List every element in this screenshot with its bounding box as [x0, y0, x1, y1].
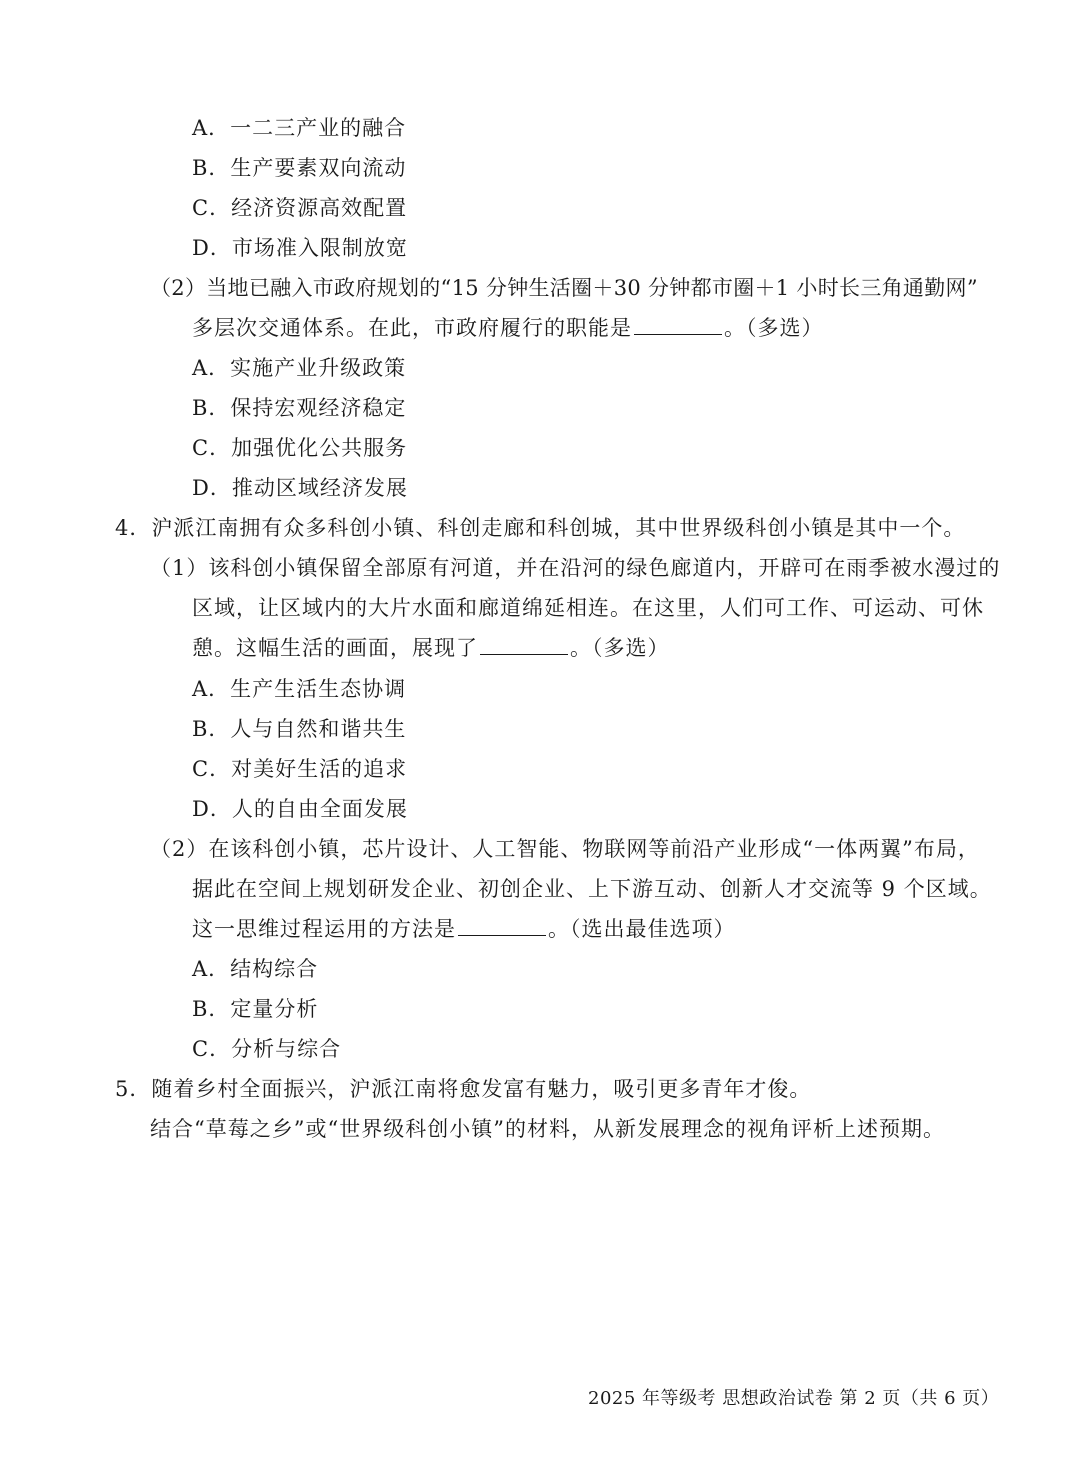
q4-1-option-c: C．对美好生活的追求	[192, 757, 408, 781]
q3-2-option-c: C．加强优化公共服务	[192, 436, 408, 460]
q4-2-option-a: A．结构综合	[192, 957, 319, 981]
q3-2-option-b: B．保持宏观经济稳定	[192, 396, 407, 420]
q4-1-stem-text: 憩。这幅生活的画面，展现了	[192, 636, 478, 660]
q5-stem: 5．随着乡村全面振兴，沪派江南将愈发富有魅力，吸引更多青年才俊。	[115, 1077, 812, 1101]
q4-2-stem-text: 这一思维过程运用的方法是	[192, 917, 456, 941]
answer-blank	[634, 314, 722, 335]
q3-2-stem-suffix: 。（多选）	[724, 316, 824, 340]
q4-stem: 4．沪派江南拥有众多科创小镇、科创走廊和科创城，其中世界级科创小镇是其中一个。	[115, 516, 966, 540]
q3-1-option-a: A．一二三产业的融合	[192, 116, 407, 140]
q4-2-stem-line3	[192, 914, 736, 944]
q3-2-option-d: D．推动区域经济发展	[192, 476, 408, 500]
q4-1-stem-line1: （1）该科创小镇保留全部原有河道，并在沿河的绿色廊道内，开辟可在雨季被水漫过的	[150, 556, 1001, 580]
q4-1-stem-suffix: 。（多选）	[570, 636, 670, 660]
q3-2-stem-line2	[192, 313, 824, 343]
q3-2-stem-line1: （2）当地已融入市政府规划的“15 分钟生活圈＋30 分钟都市圈＋1 小时长三角通勤网”	[150, 276, 978, 300]
q3-2-stem-text: 多层次交通体系。在此，市政府履行的职能是	[192, 316, 632, 340]
q3-2-option-a: A．实施产业升级政策	[192, 356, 407, 380]
q4-2-stem-line1: （2）在该科创小镇，芯片设计、人工智能、物联网等前沿产业形成“一体两翼”布局，	[150, 837, 980, 861]
q4-2-stem-line2: 据此在空间上规划研发企业、初创企业、上下游互动、创新人才交流等 9 个区域。	[192, 877, 992, 901]
q3-1-option-d: D．市场准入限制放宽	[192, 236, 408, 260]
q4-2-option-b: B．定量分析	[192, 997, 319, 1021]
answer-blank	[458, 915, 546, 936]
q4-1-option-b: B．人与自然和谐共生	[192, 717, 407, 741]
q4-2-option-c: C．分析与综合	[192, 1037, 342, 1061]
answer-blank	[480, 634, 568, 655]
q3-1-option-b: B．生产要素双向流动	[192, 156, 407, 180]
q4-1-stem-line2: 区域，让区域内的大片水面和廊道绵延相连。在这里，人们可工作、可运动、可休	[192, 596, 984, 620]
q5-instruction: 结合“草莓之乡”或“世界级科创小镇”的材料，从新发展理念的视角评析上述预期。	[150, 1117, 945, 1141]
q4-1-option-a: A．生产生活生态协调	[192, 677, 407, 701]
q4-1-stem-line3	[192, 633, 670, 663]
q4-2-stem-suffix: 。（选出最佳选项）	[548, 917, 736, 941]
page-footer: 2025 年等级考 思想政治试卷 第 2 页（共 6 页）	[588, 1388, 1000, 1409]
q3-1-option-c: C．经济资源高效配置	[192, 196, 408, 220]
q4-1-option-d: D．人的自由全面发展	[192, 797, 408, 821]
